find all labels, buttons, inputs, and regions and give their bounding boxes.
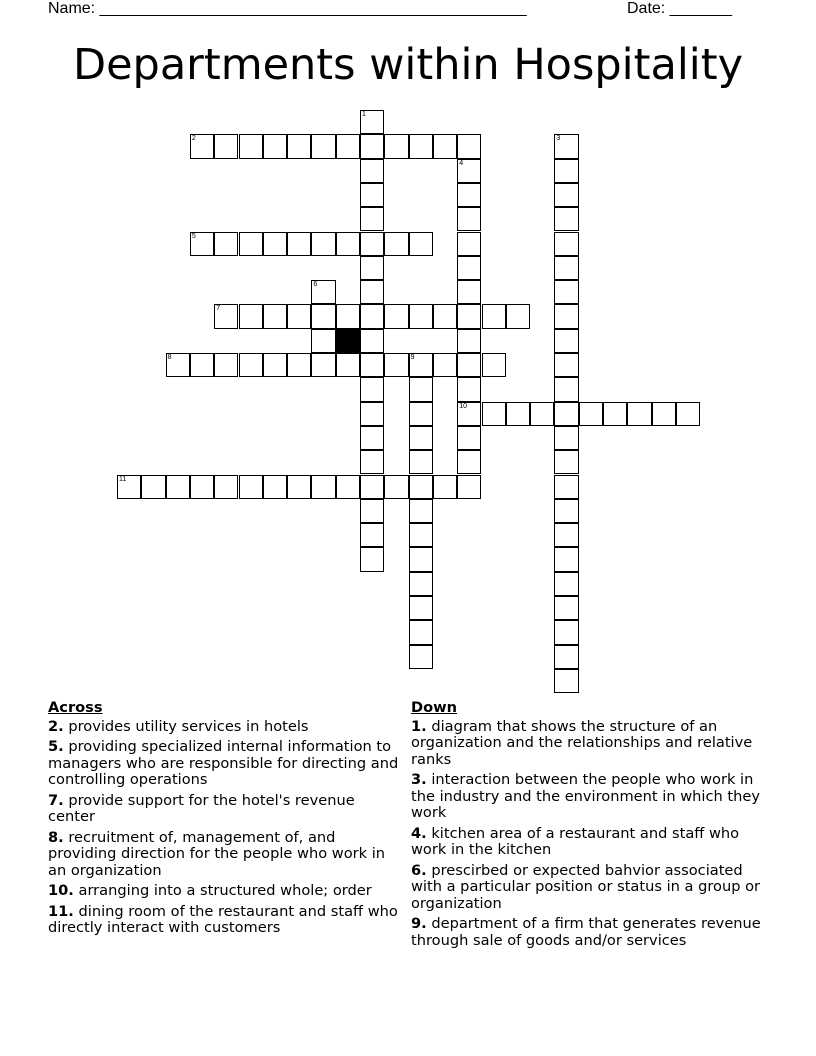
grid-cell[interactable] <box>409 499 433 523</box>
grid-cell[interactable] <box>554 426 578 450</box>
grid-cell[interactable] <box>166 475 190 499</box>
grid-cell[interactable] <box>554 620 578 644</box>
down-clue: 3. interaction between the people who work in the industry and the environment in which they work <box>411 771 760 821</box>
across-clue: 10. arranging into a structured whole; order <box>48 882 372 899</box>
grid-cell[interactable] <box>457 159 481 183</box>
grid-cell[interactable] <box>457 402 481 426</box>
grid-cell[interactable] <box>554 207 578 231</box>
grid-cell[interactable] <box>336 232 360 256</box>
clue-number: 4 <box>459 159 464 167</box>
page-title: Departments within Hospitality <box>72 40 744 90</box>
grid-cell[interactable] <box>360 304 384 328</box>
grid-cell[interactable] <box>360 402 384 426</box>
grid-cell[interactable] <box>166 353 190 377</box>
grid-cell[interactable] <box>554 159 578 183</box>
grid-cell[interactable] <box>311 475 335 499</box>
clue-number: 8 <box>167 354 172 361</box>
down-heading: Down <box>411 699 458 716</box>
grid-cell[interactable] <box>409 232 433 256</box>
grid-cell[interactable] <box>190 353 214 377</box>
grid-cell[interactable] <box>336 353 360 377</box>
grid-cell[interactable] <box>554 329 578 353</box>
grid-cell[interactable] <box>554 547 578 571</box>
clue-number: 9 <box>410 354 415 361</box>
grid-cell[interactable] <box>457 232 481 256</box>
grid-cell[interactable] <box>360 353 384 377</box>
grid-cell[interactable] <box>482 353 506 377</box>
grid-cell[interactable] <box>554 596 578 620</box>
grid-cell[interactable] <box>579 402 603 426</box>
grid-cell[interactable] <box>360 232 384 256</box>
down-clue: 9. department of a firm that generates revenue through sale of goods and/or services <box>411 915 761 949</box>
blocked-cell <box>336 329 360 353</box>
grid-cell[interactable] <box>384 304 408 328</box>
grid-cell[interactable] <box>554 232 578 256</box>
grid-cell[interactable] <box>239 304 263 328</box>
grid-cell[interactable] <box>214 475 238 499</box>
grid-cell[interactable] <box>190 232 214 256</box>
grid-cell[interactable] <box>239 475 263 499</box>
grid-cell[interactable] <box>360 110 384 134</box>
grid-cell[interactable] <box>433 134 457 158</box>
grid-cell[interactable] <box>263 304 287 328</box>
grid-cell[interactable] <box>263 134 287 158</box>
grid-cell[interactable] <box>457 353 481 377</box>
grid-cell[interactable] <box>384 475 408 499</box>
grid-cell[interactable] <box>360 547 384 571</box>
grid-cell[interactable] <box>360 159 384 183</box>
grid-cell[interactable] <box>409 134 433 158</box>
grid-cell[interactable] <box>117 475 141 499</box>
grid-cell[interactable] <box>214 304 238 328</box>
down-clue: 4. kitchen area of a restaurant and staff who work in the kitchen <box>411 824 740 858</box>
grid-cell[interactable] <box>409 596 433 620</box>
grid-cell[interactable] <box>457 280 481 304</box>
grid-cell[interactable] <box>554 377 578 401</box>
grid-cell[interactable] <box>554 183 578 207</box>
grid-cell[interactable] <box>214 134 238 158</box>
grid-cell[interactable] <box>457 450 481 474</box>
across-clue: 11. dining room of the restaurant and staff who directly interact with customers <box>48 902 398 936</box>
grid-cell[interactable] <box>311 304 335 328</box>
grid-cell[interactable] <box>506 304 530 328</box>
grid-cell[interactable] <box>287 134 311 158</box>
across-clues <box>48 700 400 941</box>
grid-cell[interactable] <box>554 134 578 158</box>
grid-cell[interactable] <box>409 645 433 669</box>
grid-cell[interactable] <box>482 402 506 426</box>
grid-cell[interactable] <box>360 450 384 474</box>
grid-cell[interactable] <box>263 475 287 499</box>
grid-cell[interactable] <box>409 426 433 450</box>
across-heading: Across <box>48 699 103 716</box>
grid-cell[interactable] <box>384 134 408 158</box>
grid-cell[interactable] <box>676 402 700 426</box>
grid-cell[interactable] <box>457 304 481 328</box>
grid-cell[interactable] <box>239 353 263 377</box>
grid-cell[interactable] <box>554 256 578 280</box>
grid-cell[interactable] <box>311 280 335 304</box>
grid-cell[interactable] <box>409 620 433 644</box>
across-clue: 7. provide support for the hotel's revenue center <box>48 791 355 825</box>
grid-cell[interactable] <box>554 499 578 523</box>
grid-cell[interactable] <box>554 280 578 304</box>
name-field[interactable]: Name: ________________________________________________ <box>48 0 527 17</box>
grid-cell[interactable] <box>554 450 578 474</box>
grid-cell[interactable] <box>287 353 311 377</box>
down-clues <box>411 700 771 953</box>
grid-cell[interactable] <box>554 523 578 547</box>
grid-cell[interactable] <box>311 329 335 353</box>
grid-cell[interactable] <box>433 304 457 328</box>
clue-number: 2 <box>191 135 196 143</box>
grid-cell[interactable] <box>554 645 578 669</box>
grid-cell[interactable] <box>360 475 384 499</box>
grid-cell[interactable] <box>239 232 263 256</box>
grid-cell[interactable] <box>530 402 554 426</box>
grid-cell[interactable] <box>554 475 578 499</box>
grid-cell[interactable] <box>336 134 360 158</box>
grid-cell[interactable] <box>554 402 578 426</box>
grid-cell[interactable] <box>360 134 384 158</box>
grid-cell[interactable] <box>141 475 165 499</box>
across-clue: 5. providing specialized internal information to managers who are responsible for directing and controlling operations <box>48 738 399 788</box>
grid-cell[interactable] <box>336 475 360 499</box>
grid-cell[interactable] <box>409 450 433 474</box>
grid-cell[interactable] <box>627 402 651 426</box>
clue-number: 6 <box>313 281 318 289</box>
grid-cell[interactable] <box>457 475 481 499</box>
grid-cell[interactable] <box>239 134 263 158</box>
grid-cell[interactable] <box>652 402 676 426</box>
grid-cell[interactable] <box>409 304 433 328</box>
grid-cell[interactable] <box>360 183 384 207</box>
grid-cell[interactable] <box>311 353 335 377</box>
grid-cell[interactable] <box>457 329 481 353</box>
grid-cell[interactable] <box>457 134 481 158</box>
grid-cell[interactable] <box>409 402 433 426</box>
grid-cell[interactable] <box>360 499 384 523</box>
grid-cell[interactable] <box>360 426 384 450</box>
grid-cell[interactable] <box>506 402 530 426</box>
across-clue: 2. provides utility services in hotels <box>48 717 309 735</box>
down-clue: 6. prescirbed or expected bahvior associated with a particular position or status in a group or organization <box>411 861 761 912</box>
grid-cell[interactable] <box>409 353 433 377</box>
across-clue: 8. recruitment of, management of, and providing direction for the people who work in an organization <box>48 828 386 879</box>
grid-cell[interactable] <box>287 475 311 499</box>
grid-cell[interactable] <box>214 232 238 256</box>
grid-cell[interactable] <box>360 377 384 401</box>
grid-cell[interactable] <box>263 353 287 377</box>
clue-number: 11 <box>119 475 127 483</box>
grid-cell[interactable] <box>311 134 335 158</box>
grid-cell[interactable] <box>603 402 627 426</box>
grid-cell[interactable] <box>457 256 481 280</box>
clue-number: 3 <box>556 135 561 143</box>
grid-cell[interactable] <box>554 572 578 596</box>
grid-cell[interactable] <box>190 475 214 499</box>
grid-cell[interactable] <box>409 572 433 596</box>
grid-cell[interactable] <box>433 475 457 499</box>
grid-cell[interactable] <box>190 134 214 158</box>
grid-cell[interactable] <box>384 353 408 377</box>
grid-cell[interactable] <box>482 304 506 328</box>
grid-cell[interactable] <box>287 232 311 256</box>
grid-cell[interactable] <box>409 475 433 499</box>
grid-cell[interactable] <box>311 232 335 256</box>
grid-cell[interactable] <box>433 353 457 377</box>
clue-number: 1 <box>362 111 366 118</box>
grid-cell[interactable] <box>360 207 384 231</box>
grid-cell[interactable] <box>336 304 360 328</box>
down-clue: 1. diagram that shows the structure of an organization and the relationships and relative ranks <box>411 717 753 768</box>
grid-cell[interactable] <box>409 523 433 547</box>
grid-cell[interactable] <box>457 207 481 231</box>
grid-cell[interactable] <box>554 669 578 693</box>
grid-cell[interactable] <box>409 377 433 401</box>
clue-number: 7 <box>216 305 221 313</box>
clue-number: 10 <box>459 402 467 410</box>
grid-cell[interactable] <box>214 353 238 377</box>
grid-cell[interactable] <box>360 523 384 547</box>
grid-cell[interactable] <box>360 280 384 304</box>
grid-cell[interactable] <box>360 329 384 353</box>
grid-cell[interactable] <box>287 304 311 328</box>
grid-cell[interactable] <box>554 353 578 377</box>
clue-number: 5 <box>191 232 196 240</box>
grid-cell[interactable] <box>384 232 408 256</box>
grid-cell[interactable] <box>554 304 578 328</box>
grid-cell[interactable] <box>457 426 481 450</box>
date-field[interactable]: Date: _______ <box>627 0 732 17</box>
grid-cell[interactable] <box>263 232 287 256</box>
grid-cell[interactable] <box>457 183 481 207</box>
grid-cell[interactable] <box>457 377 481 401</box>
grid-cell[interactable] <box>360 256 384 280</box>
grid-cell[interactable] <box>409 547 433 571</box>
